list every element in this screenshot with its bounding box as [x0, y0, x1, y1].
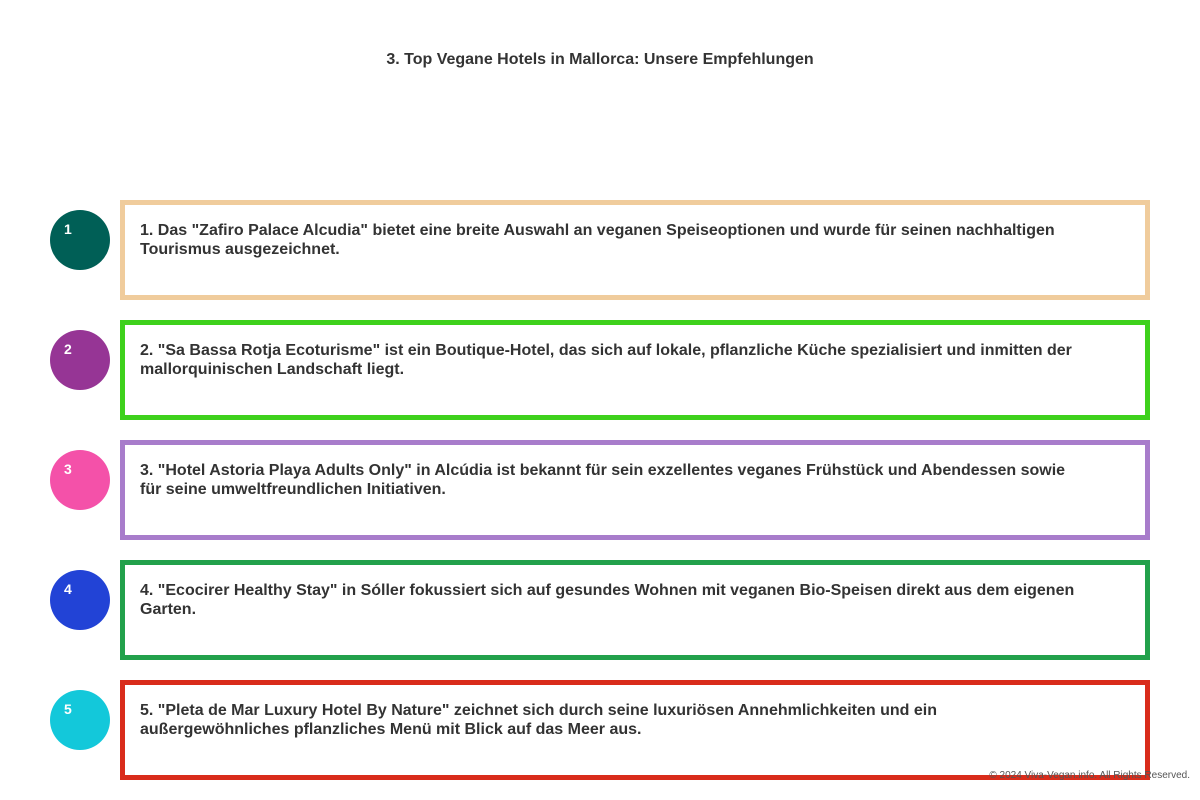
- list-item: [50, 200, 1152, 300]
- number-badge: [50, 690, 110, 750]
- footer-copyright: © 2024 Viva-Vegan.info. All Rights Reserved.: [989, 770, 1190, 781]
- page-title: 3. Top Vegane Hotels in Mallorca: Unsere Empfehlungen: [386, 51, 814, 68]
- recommendation-text: 4. "Ecocirer Healthy Stay" in Sóller fokussiert sich auf gesundes Wohnen mit veganen Bio-Speisen direkt aus dem eigenen Garten.: [140, 582, 1075, 618]
- number-badge: [50, 330, 110, 390]
- list-item: [50, 560, 1152, 660]
- list-item: [50, 320, 1152, 420]
- recommendation-card: [120, 440, 1150, 540]
- badge-number: 3: [64, 461, 72, 477]
- badge-number: 1: [64, 221, 72, 237]
- recommendation-text: 2. "Sa Bassa Rotja Ecoturisme" ist ein Boutique-Hotel, das sich auf lokale, pflanzliche Küche spezialisiert und inmitten der mallorquinischen Landschaft liegt.: [140, 342, 1072, 378]
- recommendation-text: 3. "Hotel Astoria Playa Adults Only" in Alcúdia ist bekannt für sein exzellentes veganes Frühstück und Abendessen sowie für seine umweltfreundlichen Initiativen.: [140, 462, 1066, 498]
- recommendation-card: [120, 200, 1150, 300]
- recommendation-text: 1. Das "Zafiro Palace Alcudia" bietet eine breite Auswahl an veganen Speiseoptionen und wurde für seinen nachhaltigen Tourismus ausgezeichnet.: [140, 222, 1055, 258]
- badge-number: 2: [64, 341, 72, 357]
- list-item: [50, 440, 1152, 540]
- number-badge: [50, 450, 110, 510]
- number-badge: [50, 210, 110, 270]
- recommendation-card: [120, 680, 1150, 780]
- badge-number: 4: [64, 581, 72, 597]
- recommendation-text: 5. "Pleta de Mar Luxury Hotel By Nature" zeichnet sich durch seine luxuriösen Annehmlichkeiten und ein außergewöhnliches pflanzliches Menü mit Blick auf das Meer aus.: [140, 702, 937, 738]
- recommendation-card: [120, 560, 1150, 660]
- list-item: [50, 680, 1152, 780]
- badge-number: 5: [64, 701, 72, 717]
- recommendation-card: [120, 320, 1150, 420]
- number-badge: [50, 570, 110, 630]
